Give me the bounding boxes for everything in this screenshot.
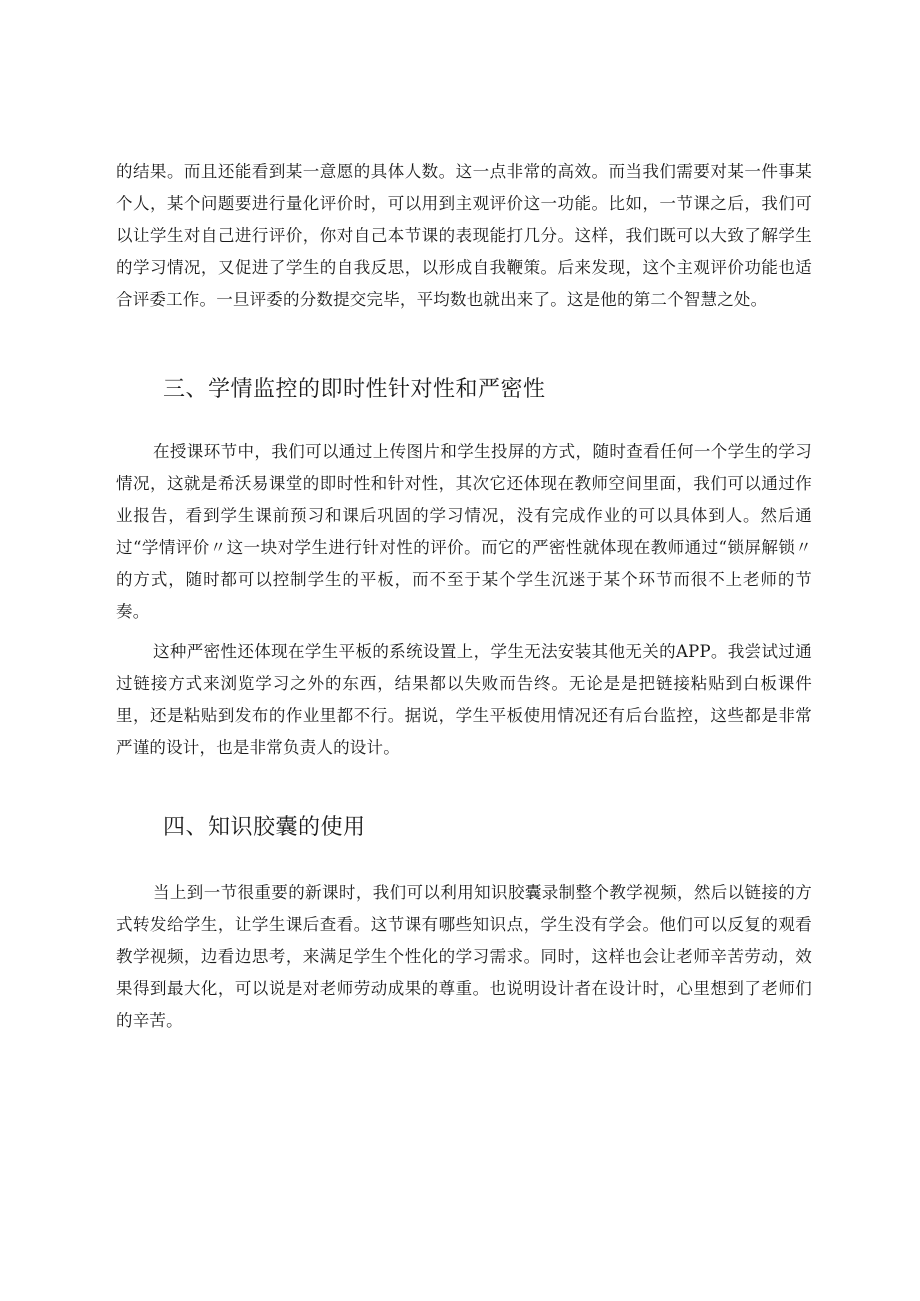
paragraph-rigor: 这种严密性还体现在学生平板的系统设置上，学生无法安装其他无关的APP。我尝试过通过链接方式来浏览学习之外的东西，结果都以失败而告终。无论是是把链接粘贴到白板课件里，还是粘贴到发布的作业里都不行。据说，学生平板使用情况还有后台监控，这些都是非常严谨的设计，也是非常负责人的设计。 <box>116 642 812 757</box>
paragraph-realtime-monitoring: 在授课环节中，我们可以通过上传图片和学生投屏的方式，随时查看任何一个学生的学习情况，这就是希沃易课堂的即时性和针对性，其次它还体现在教师空间里面，我们可以通过作业报告，看到学生课前预习和课后巩固的学习情况，没有完成作业的可以具体到人。然后通过“学情评价〃这一块对学生进行针对性的评价。而它的严密性就体现在教师通过“锁屏解锁〃的方式，随时都可以控制学生的平板，而不至于某个学生沉迷于某个环节而很不上老师的节奏。 <box>116 442 812 621</box>
paragraph-continuation: 的结果。而且还能看到某一意愿的具体人数。这一点非常的高效。而当我们需要对某一件事某个人，某个问题要进行量化评价时，可以用到主观评价这一功能。比如，一节课之后，我们可以让学生对自己进行评价，你对自己本节课的表现能打几分。这样，我们既可以大致了解学生的学习情况，又促进了学生的自我反思，以形成自我鞭策。后来发现，这个主观评价功能也适合评委工作。一旦评委的分数提交完毕，平均数也就出来了。这是他的第二个智慧之处。 <box>116 162 812 309</box>
section-heading-3: 三、学情监控的即时性针对性和严密性 <box>163 377 546 402</box>
section-heading-4: 四、知识胶囊的使用 <box>163 815 366 840</box>
paragraph-knowledge-capsule: 当上到一节很重要的新课时，我们可以利用知识胶囊录制整个教学视频，然后以链接的方式转发给学生，让学生课后查看。这节课有哪些知识点，学生没有学会。他们可以反复的观看教学视频，边看边思考，来满足学生个性化的学习需求。同时，这样也会让老师辛苦劳动，效果得到最大化，可以说是对老师劳动成果的尊重。也说明设计者在设计时，心里想到了老师们的辛苦。 <box>116 883 812 1030</box>
